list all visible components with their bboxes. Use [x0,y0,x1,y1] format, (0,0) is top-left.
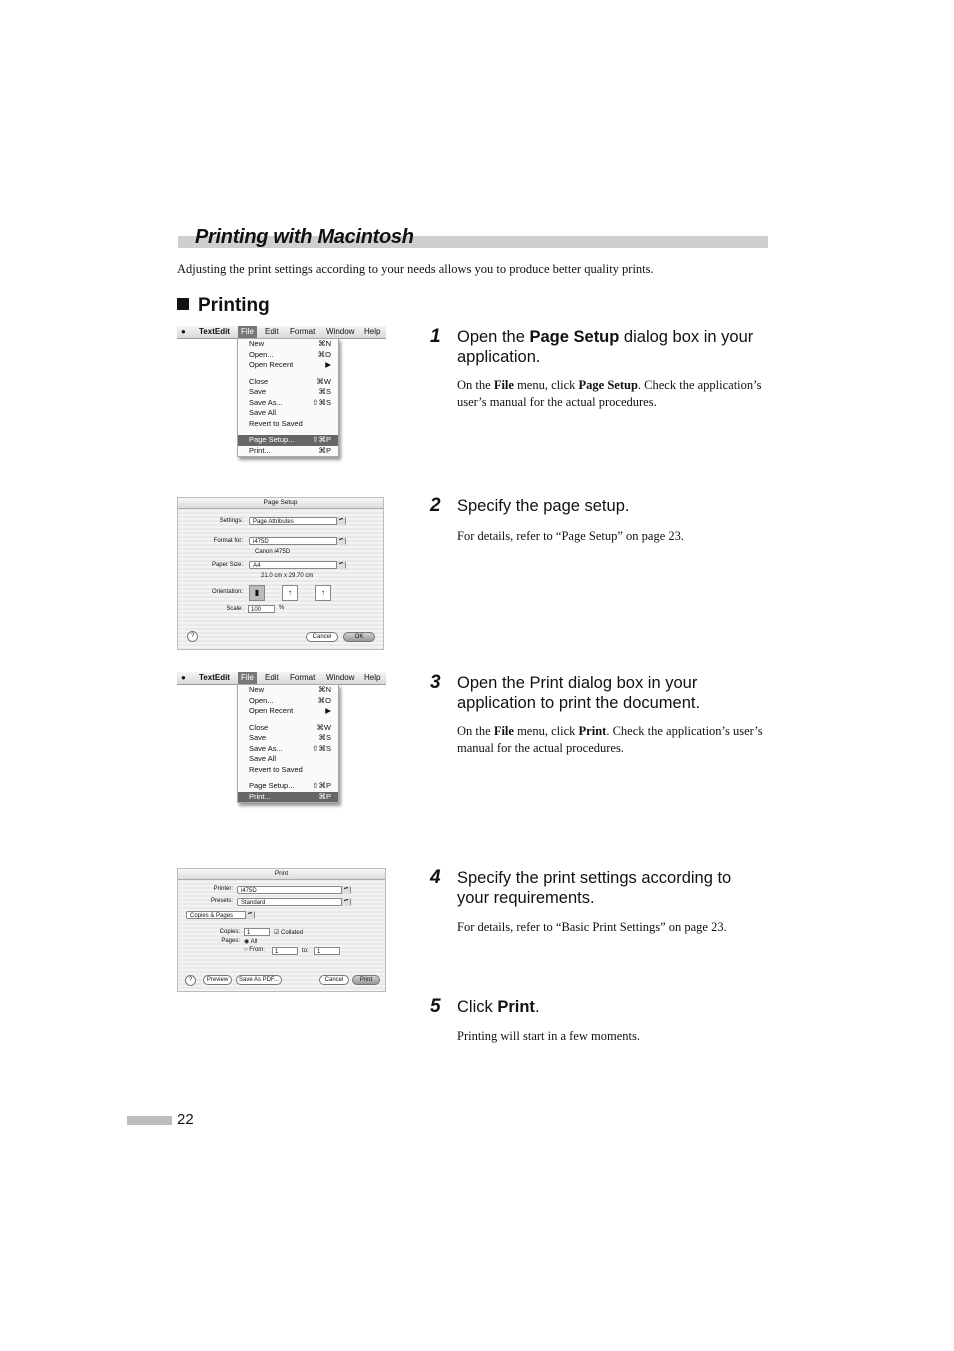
scale-input[interactable]: 100 [248,605,275,613]
menu-help[interactable]: Help [364,327,381,336]
menu-format[interactable]: Format [290,673,316,682]
copies-label: Copies: [219,929,240,935]
step-description: For details, refer to “Basic Print Settings” on page 23. [457,920,727,934]
footer-bar [127,1116,172,1125]
format-for-label: Format for: [213,538,243,544]
file-menu-screenshot [177,672,387,817]
menu-item-save-all[interactable]: Save All [249,408,277,417]
step-description: For details, refer to “Page Setup” on page 23. [457,529,685,543]
menu-item-page-setup[interactable]: Page Setup... ⇧⌘P [238,435,338,446]
apple-icon[interactable]: ● [181,327,186,336]
cancel-button[interactable]: Cancel [319,975,349,985]
menu-item-page-setup[interactable]: Page Setup... ⇧⌘P [249,781,331,790]
menu-window[interactable]: Window [326,327,355,336]
section-heading: Printing [177,295,270,317]
pages-label: Pages: [221,938,240,944]
presets-label: Presets: [210,898,233,904]
settings-label: Settings: [219,518,243,524]
menu-item-revert[interactable]: Revert to Saved [249,764,303,774]
save-as-pdf-button[interactable]: Save As PDF... [236,975,282,985]
print-dialog [177,868,386,992]
collated-checkbox[interactable]: ☑ Collated [274,930,304,936]
step-description: On the File menu, click Page Setup. Check the application’s user’s manual for the actual procedures. [457,378,762,409]
menu-item-save-all[interactable]: Save All [249,754,277,763]
paper-size-popup[interactable]: A4 ▴▾ [249,561,346,569]
file-menu-screenshot [177,326,387,468]
page-number: 22 [177,1111,194,1128]
menu-item-revert[interactable]: Revert to Saved [249,418,303,428]
menu-help[interactable]: Help [364,673,381,682]
paper-size-label: Paper Size: [211,562,243,568]
menu-textedit[interactable]: TextEdit [199,673,230,682]
page-setup-dialog [177,497,384,650]
menu-textedit[interactable]: TextEdit [199,327,230,336]
portrait-icon[interactable]: ▮ [249,585,265,601]
settings-popup[interactable]: Page Attributes ▴▾ [249,517,346,525]
step-heading: Specify the print settings according to your requirements. [457,869,732,907]
preview-button[interactable]: Preview [203,975,232,985]
menu-file[interactable]: File [238,672,257,684]
paper-dimensions-text: 21.0 cm x 29.70 cm [261,573,314,579]
menu-item-close[interactable]: Close ⌘W [249,722,331,732]
pages-from-radio[interactable]: ○ From: [244,947,265,953]
menu-item-save[interactable]: Save ⌘S [249,387,331,396]
orientation-label: Orientation: [211,589,243,595]
pages-all-radio[interactable]: ◉ All [244,939,258,945]
help-icon[interactable]: ? [185,975,196,986]
printer-popup[interactable]: i475D ▴▾ [237,886,351,894]
menu-item-save[interactable]: Save ⌘S [249,733,331,742]
menu-item-save-as[interactable]: Save As... ⇧⌘S [249,743,331,753]
step-number: 2 [430,495,441,516]
menu-file[interactable]: File [238,326,257,338]
scale-unit: % [279,605,285,611]
printer-label: Printer: [213,886,233,892]
printer-model-text: Canon i475D [255,549,291,555]
menu-item-open[interactable]: Open... ⌘O [249,349,331,359]
menu-item-close[interactable]: Close ⌘W [249,376,331,386]
step-number: 4 [430,867,441,888]
landscape-left-icon[interactable]: ↑ [282,585,298,601]
scale-label: Scale: [226,606,243,612]
step-number: 3 [430,672,441,693]
to-label: to: [302,948,309,954]
step-heading: Click Print. [457,998,540,1016]
menu-item-print[interactable]: Print... ⌘P [238,792,338,803]
menu-item-open[interactable]: Open... ⌘O [249,695,331,705]
menu-item-open-recent[interactable]: Open Recent ▶ [249,706,331,715]
menu-item-save-as[interactable]: Save As... ⇧⌘S [249,397,331,407]
menu-window[interactable]: Window [326,673,355,682]
menu-item-print[interactable]: Print... ⌘P [249,445,331,455]
landscape-right-icon[interactable]: ↑ [315,585,331,601]
menu-format[interactable]: Format [290,327,316,336]
intro-text: Adjusting the print settings according to your needs allows you to produce better quality prints. [177,262,654,276]
presets-popup[interactable]: Standard ▴▾ [237,898,351,906]
print-button[interactable]: Print [352,975,380,985]
menu-item-open-recent[interactable]: Open Recent ▶ [249,360,331,369]
step-heading: Open the Page Setup dialog box in your application. [457,328,754,366]
menu-item-new[interactable]: New ⌘N [249,685,331,694]
step-description: Printing will start in a few moments. [457,1029,640,1043]
menu-edit[interactable]: Edit [265,673,279,682]
step-number: 1 [430,326,441,347]
ok-button[interactable]: OK [343,632,375,642]
panel-popup[interactable]: Copies & Pages ▴▾ [186,911,255,919]
file-dropdown [237,684,339,803]
menu-item-new[interactable]: New ⌘N [249,339,331,348]
file-dropdown [237,338,339,457]
menu-edit[interactable]: Edit [265,327,279,336]
dialog-title: Print [178,869,385,880]
square-bullet-icon [177,298,189,310]
copies-input[interactable]: 1 [244,928,270,936]
step-number: 5 [430,996,441,1017]
format-for-popup[interactable]: i475D ▴▾ [249,537,346,545]
dialog-title: Page Setup [178,498,383,509]
to-input[interactable]: 1 [314,947,340,955]
step-description: On the File menu, click Print. Check the application’s user’s manual for the actual procedures. [457,724,763,755]
cancel-button[interactable]: Cancel [306,632,338,642]
help-icon[interactable]: ? [187,631,198,642]
step-heading: Open the Print dialog box in your application to print the document. [457,674,701,712]
apple-icon[interactable]: ● [181,673,186,682]
page-title: Printing with Macintosh [195,226,414,248]
from-input[interactable]: 1 [272,947,298,955]
step-heading: Specify the page setup. [457,497,630,515]
